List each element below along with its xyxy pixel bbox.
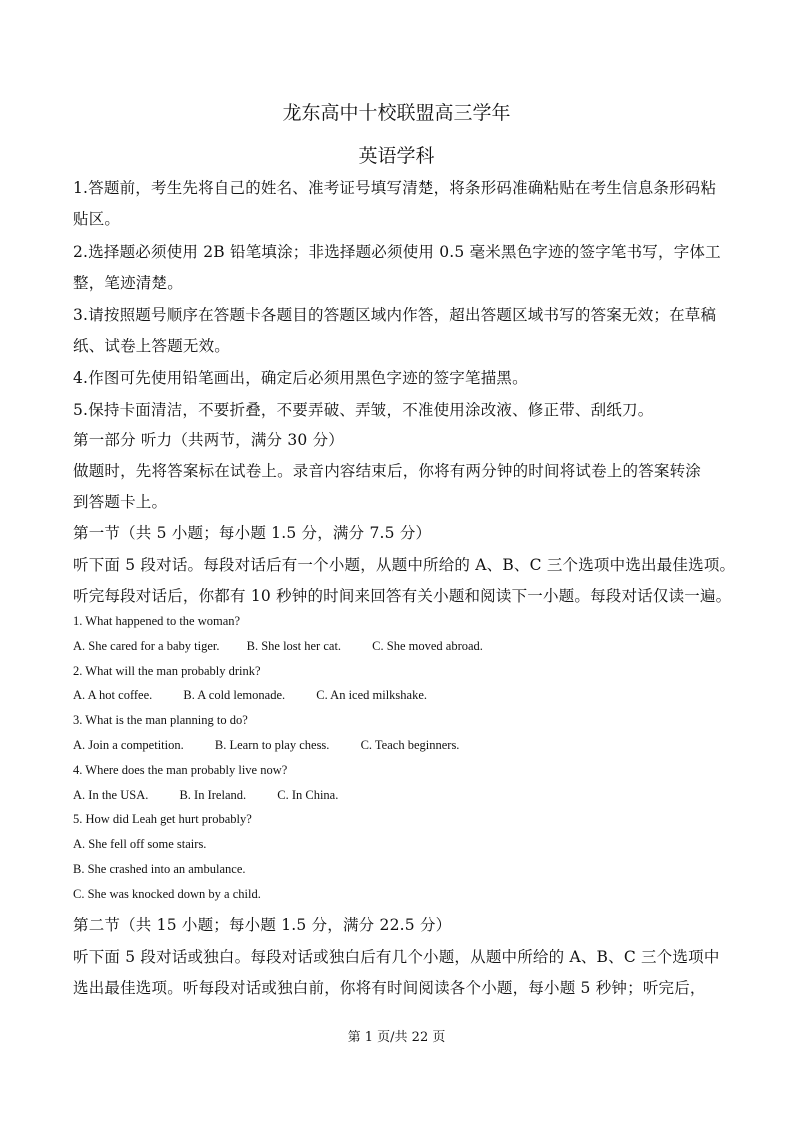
question-5: 5. How did Leah get hurt probably? [73,812,252,826]
part1-desc-line2: 到答题卡上。 [73,493,168,511]
option-a: A. Join a competition. [73,738,184,752]
question-1-options [73,639,483,654]
section1-heading: 第一节（共 5 小题；每小题 1.5 分，满分 7.5 分） [73,524,432,542]
question-3: 3. What is the man planning to do? [73,713,248,727]
option-c: C. Teach beginners. [360,738,460,752]
option-b: B. She lost her cat. [246,639,342,653]
question-3-options [73,738,459,753]
question-5-option-b: B. She crashed into an ambulance. [73,862,246,876]
part1-desc-line1: 做题时，先将答案标在试卷上。录音内容结束后，你将有两分钟的时间将试卷上的答案转涂 [73,462,702,480]
subject-title: 英语学科 [358,145,435,167]
section2-desc-line1: 听下面 5 段对话或独白。每段对话或独白后有几个小题，从题中所给的 A、B、C 三个选项中 [73,948,720,966]
instruction-3-line1: 3.请按照题号顺序在答题卡各题目的答题区域内作答，超出答题区域书写的答案无效；在草稿 [73,306,717,324]
option-b: B. In Ireland. [179,788,247,802]
instruction-2-line1: 2.选择题必须使用 2B 铅笔填涂；非选择题必须使用 0.5 毫米黑色字迹的签字笔书写，字体工 [73,243,721,261]
instruction-5: 5.保持卡面清洁，不要折叠，不要弄破、弄皱，不准使用涂改液、修正带、刮纸刀。 [73,401,654,419]
question-2: 2. What will the man probably drink? [73,664,261,678]
question-2-options [73,688,427,703]
option-c: C. She moved abroad. [372,639,483,653]
option-a: A. She cared for a baby tiger. [73,639,220,653]
option-b: B. Learn to play chess. [214,738,330,752]
section2-heading: 第二节（共 15 小题；每小题 1.5 分，满分 22.5 分） [73,916,452,934]
option-c: C. An iced milkshake. [316,688,428,702]
section1-desc-line1: 听下面 5 段对话。每段对话后有一个小题，从题中所给的 A、B、C 三个选项中选出最佳选项。 [73,556,736,574]
question-1: 1. What happened to the woman? [73,614,241,628]
option-b: B. A cold lemonade. [183,688,286,702]
question-4: 4. Where does the man probably live now? [73,763,288,777]
instruction-1-line2: 贴区。 [73,210,121,228]
instruction-3-line2: 纸、试卷上答题无效。 [73,337,231,355]
instruction-4: 4.作图可先使用铅笔画出，确定后必须用黑色字迹的签字笔描黑。 [73,369,528,387]
option-c: C. In China. [277,788,339,802]
option-a: A. A hot coffee. [73,688,153,702]
instruction-1-line1: 1.答题前，考生先将自己的姓名、准考证号填写清楚，将条形码准确粘贴在考生信息条形码粘 [73,179,717,197]
page-footer: 第 1 页/共 22 页 [347,1030,446,1045]
exam-title: 龙东高中十校联盟高三学年 [282,102,511,124]
section1-desc-line2: 听完每段对话后，你都有 10 秒钟的时间来回答有关小题和阅读下一小题。每段对话仅读一遍。 [73,587,732,605]
question-5-option-a: A. She fell off some stairs. [73,837,207,851]
section2-desc-line2: 选出最佳选项。听每段对话或独白前，你将有时间阅读各个小题，每小题 5 秒钟；听完后， [73,979,706,997]
part1-heading: 第一部分 听力（共两节，满分 30 分） [73,431,345,449]
instruction-2-line2: 整，笔迹清楚。 [73,274,183,292]
question-5-option-c: C. She was knocked down by a child. [73,887,261,901]
question-4-options [73,788,338,803]
option-a: A. In the USA. [73,788,149,802]
